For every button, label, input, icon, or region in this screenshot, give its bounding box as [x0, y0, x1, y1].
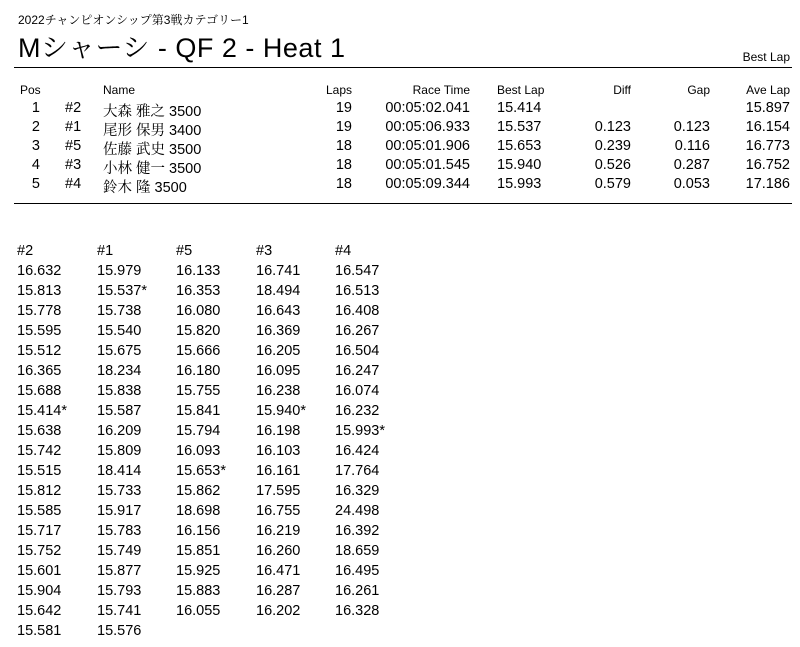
cell-best-lap: 15.940	[497, 157, 542, 173]
lap-time: 16.755	[256, 503, 301, 519]
lap-time: 16.103	[256, 443, 301, 459]
lap-time: 16.495	[335, 563, 380, 579]
lap-time: 15.688	[17, 383, 62, 399]
lap-time: 15.576	[97, 623, 142, 639]
lap-time: 16.074	[335, 383, 380, 399]
lap-time: 16.513	[335, 283, 380, 299]
cell-gap: 0.053	[673, 176, 710, 192]
col-header-gap: Gap	[687, 83, 710, 97]
lap-time: 16.161	[256, 463, 301, 479]
lap-time: 16.205	[256, 343, 301, 359]
lap-time: 15.742	[17, 443, 62, 459]
lap-time: 15.666	[176, 343, 221, 359]
cell-kart-number: #4	[65, 176, 82, 192]
lap-time: 15.581	[17, 623, 62, 639]
table-row	[0, 119, 800, 139]
cell-ave-lap: 16.773	[745, 138, 790, 154]
cell-kart-number: #1	[65, 119, 82, 135]
cell-driver-name: 尾形 保男 3400	[103, 123, 202, 139]
lap-time: 24.498	[335, 503, 380, 519]
lap-time: 15.904	[17, 583, 62, 599]
col-header-laps: Laps	[325, 83, 352, 97]
lap-time: 15.741	[97, 603, 142, 619]
lap-time: 16.133	[176, 263, 221, 279]
lap-column	[176, 241, 226, 621]
cell-gap: 0.287	[673, 157, 710, 173]
lap-time: 17.764	[335, 463, 380, 479]
col-header-name: Name	[103, 83, 136, 97]
cell-laps: 18	[335, 138, 352, 154]
lap-column-header: #4	[335, 243, 352, 259]
lap-time: 16.547	[335, 263, 380, 279]
cell-driver-name: 大森 雅之 3500	[103, 104, 202, 120]
lap-time: 15.540	[97, 323, 142, 339]
lap-time: 15.877	[97, 563, 142, 579]
lap-time: 16.080	[176, 303, 221, 319]
lap-time: 15.601	[17, 563, 62, 579]
lap-column	[17, 241, 67, 641]
lap-time: 16.156	[176, 523, 221, 539]
lap-time: 15.838	[97, 383, 142, 399]
lap-column-header: #1	[97, 243, 114, 259]
lap-time: 15.925	[176, 563, 221, 579]
lap-column	[256, 241, 306, 621]
cell-ave-lap: 15.897	[745, 100, 790, 116]
lap-time: 18.494	[256, 283, 301, 299]
cell-race-time: 00:05:09.344	[385, 176, 470, 192]
cell-pos: 4	[31, 157, 40, 173]
cell-pos: 2	[31, 119, 40, 135]
lap-time: 15.738	[97, 303, 142, 319]
lap-time: 15.512	[17, 343, 62, 359]
cell-driver-name: 小林 健一 3500	[103, 161, 202, 177]
lap-time: 15.862	[176, 483, 221, 499]
lap-column-header: #5	[176, 243, 193, 259]
best-lap-legend: Best Lap	[742, 50, 790, 64]
lap-time: 16.238	[256, 383, 301, 399]
cell-diff: 0.526	[594, 157, 631, 173]
lap-time: 16.202	[256, 603, 301, 619]
cell-ave-lap: 16.752	[745, 157, 790, 173]
lap-time: 16.095	[256, 363, 301, 379]
table-row	[0, 100, 800, 120]
cell-race-time: 00:05:01.906	[385, 138, 470, 154]
lap-time: 16.328	[335, 603, 380, 619]
lap-time: 16.267	[335, 323, 380, 339]
lap-time: 15.587	[97, 403, 142, 419]
lap-time: 16.643	[256, 303, 301, 319]
lap-time: 16.198	[256, 423, 301, 439]
lap-time: 18.414	[97, 463, 142, 479]
cell-race-time: 00:05:02.041	[385, 100, 470, 116]
lap-time: 16.329	[335, 483, 380, 499]
cell-kart-number: #2	[65, 100, 82, 116]
cell-laps: 18	[335, 157, 352, 173]
lap-time: 16.392	[335, 523, 380, 539]
lap-time: 16.632	[17, 263, 62, 279]
lap-time: 15.642	[17, 603, 62, 619]
col-header-race-time: Race Time	[412, 83, 470, 97]
cell-ave-lap: 16.154	[745, 119, 790, 135]
page-title: Mシャーシ - QF 2 - Heat 1	[18, 33, 346, 63]
cell-best-lap: 15.993	[497, 176, 542, 192]
lap-time: 15.733	[97, 483, 142, 499]
cell-best-lap: 15.414	[497, 100, 542, 116]
cell-diff: 0.579	[594, 176, 631, 192]
lap-time: 15.883	[176, 583, 221, 599]
lap-time: 16.365	[17, 363, 62, 379]
lap-time: 16.353	[176, 283, 221, 299]
table-row	[0, 157, 800, 177]
cell-driver-name: 佐藤 武史 3500	[103, 142, 202, 158]
cell-laps: 18	[335, 176, 352, 192]
col-header-best-lap: Best Lap	[497, 83, 545, 97]
cell-gap: 0.116	[674, 138, 710, 154]
lap-time: 15.794	[176, 423, 221, 439]
col-header-ave-lap: Ave Lap	[746, 83, 790, 97]
lap-time: 15.537*	[97, 283, 147, 299]
lap-time: 16.471	[256, 563, 301, 579]
lap-column	[335, 241, 385, 621]
lap-time: 15.675	[97, 343, 142, 359]
lap-time: 15.940*	[256, 403, 306, 419]
lap-time: 15.638	[17, 423, 62, 439]
lap-time: 16.424	[335, 443, 380, 459]
cell-laps: 19	[335, 100, 352, 116]
lap-time: 15.979	[97, 263, 142, 279]
lap-time: 16.287	[256, 583, 301, 599]
lap-time: 15.820	[176, 323, 221, 339]
lap-time: 15.809	[97, 443, 142, 459]
lap-time: 15.595	[17, 323, 62, 339]
lap-time: 15.752	[17, 543, 62, 559]
lap-time: 16.093	[176, 443, 221, 459]
cell-diff: 0.123	[594, 119, 631, 135]
table-row	[0, 138, 800, 158]
lap-column-header: #3	[256, 243, 273, 259]
lap-time: 15.993*	[335, 423, 385, 439]
lap-time: 16.261	[335, 583, 380, 599]
results-divider	[14, 203, 792, 204]
lap-time: 18.698	[176, 503, 221, 519]
lap-time: 15.793	[97, 583, 142, 599]
cell-best-lap: 15.537	[497, 119, 542, 135]
cell-driver-name: 鈴木 隆 3500	[103, 180, 187, 196]
cell-diff: 0.239	[594, 138, 631, 154]
lap-column	[97, 241, 147, 641]
cell-pos: 1	[31, 100, 40, 116]
lap-time: 16.504	[335, 343, 380, 359]
lap-time: 15.812	[17, 483, 62, 499]
lap-time: 15.414*	[17, 403, 67, 419]
lap-time: 16.232	[335, 403, 380, 419]
lap-time: 18.659	[335, 543, 380, 559]
lap-time: 16.209	[97, 423, 142, 439]
lap-time: 15.851	[176, 543, 221, 559]
lap-time: 15.515	[17, 463, 62, 479]
lap-time: 15.749	[97, 543, 142, 559]
cell-best-lap: 15.653	[497, 138, 542, 154]
series-label: 2022チャンピオンシップ第3戦カテゴリー1	[18, 13, 249, 27]
cell-race-time: 00:05:06.933	[385, 119, 470, 135]
lap-time: 16.247	[335, 363, 380, 379]
lap-time: 16.741	[256, 263, 301, 279]
table-row	[0, 176, 800, 196]
lap-time: 16.408	[335, 303, 380, 319]
cell-gap: 0.123	[673, 119, 710, 135]
lap-time: 15.917	[97, 503, 142, 519]
col-header-diff: Diff	[613, 83, 631, 97]
col-header-pos: Pos	[20, 83, 41, 97]
lap-time: 15.783	[97, 523, 142, 539]
lap-time: 16.055	[176, 603, 221, 619]
cell-pos: 5	[31, 176, 40, 192]
cell-laps: 19	[335, 119, 352, 135]
cell-race-time: 00:05:01.545	[385, 157, 470, 173]
cell-kart-number: #3	[65, 157, 82, 173]
lap-time: 16.369	[256, 323, 301, 339]
lap-column-header: #2	[17, 243, 34, 259]
lap-time: 15.585	[17, 503, 62, 519]
lap-time: 15.653*	[176, 463, 226, 479]
lap-time: 18.234	[97, 363, 142, 379]
lap-time: 15.841	[176, 403, 221, 419]
lap-time: 16.219	[256, 523, 301, 539]
lap-time: 15.717	[17, 523, 62, 539]
lap-time: 15.755	[176, 383, 221, 399]
lap-time: 16.260	[256, 543, 301, 559]
lap-time: 16.180	[176, 363, 221, 379]
cell-ave-lap: 17.186	[745, 176, 790, 192]
lap-time: 17.595	[256, 483, 301, 499]
header-divider	[14, 67, 792, 68]
lap-time: 15.813	[17, 283, 62, 299]
cell-pos: 3	[31, 138, 40, 154]
lap-time: 15.778	[17, 303, 62, 319]
cell-kart-number: #5	[65, 138, 82, 154]
